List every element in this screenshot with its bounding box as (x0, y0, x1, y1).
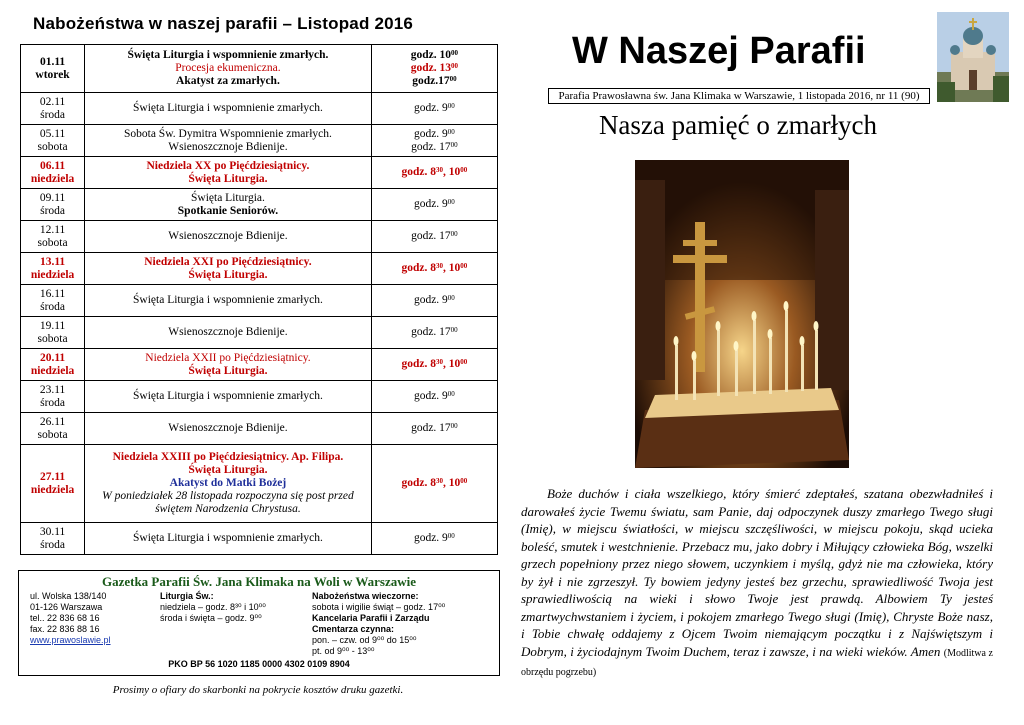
date-value: 12.11 (39, 223, 66, 236)
service-line: Święta Liturgia. (188, 268, 268, 281)
date-value: 01.11 (39, 55, 66, 68)
date-value: 26.11 (39, 415, 66, 428)
time-text: godz. 17 (411, 140, 451, 153)
schedule-row (21, 125, 498, 157)
phone-line: tel.. 22 836 68 16 (30, 613, 100, 623)
time-minutes: 00 (447, 127, 455, 136)
schedule-date (21, 413, 85, 445)
prayer-body: Boże duchów i ciała wszelkiego, który śmierć zdeptałeś, szatana obezwładniłeś i darowałeś życie Twemu światu, sam Panie, daj odpoczynek duszy zmarłego Twego sługi (Imię), w miejscu światłości, w miejscu szczęśliwości, w miejscu pokoju, skąd ucieka boleść, smutek i westchnienie. Przebacz mu, jako dobry i Miłujący człowieka Bóg, wszelki grzech popełniony przez niego słowem, uczynkiem i myślą, gdyż nie ma człowieka, który by żył i nie zgrzeszył. Ty bowiem jedyny jesteś bez grzechu, sprawiedliwość Twoja jest sprawiedliwością na wieki i słowo Twoje jest prawdą. Albowiem Ty jesteś zmartwychwstaniem i życiem, i pokojem zmarłego Twego sługi (Imię), Chryste Boże nasz, i Tobie chwałę oddajemy z Ojcem Twoim niemającym początku i z Najświętszym i Dobrym, i życiodajnym Twoim Duchem, teraz i zawsze, i na wieki wieków. Amen (521, 486, 993, 659)
time-line (375, 294, 494, 307)
time-minutes: 00 (447, 198, 455, 206)
schedule-date (21, 221, 85, 253)
schedule-date (21, 285, 85, 317)
date-value: 19.11 (39, 319, 66, 332)
schedule-time (371, 93, 497, 125)
service-line: Wsienoszcznoje Bdienije. (168, 140, 288, 153)
day-name: niedziela (30, 364, 75, 377)
time-text: godz. 8 (401, 477, 436, 489)
schedule-row (21, 189, 498, 221)
schedule-date (21, 45, 85, 93)
time-minutes: 30 (436, 166, 443, 174)
schedule-date (21, 381, 85, 413)
gazette-address (30, 591, 160, 657)
schedule-row (21, 317, 498, 349)
article-title: Nasza pamięć o zmarłych (598, 110, 878, 140)
schedule-time (371, 45, 497, 93)
time-text: , 10 (443, 262, 461, 274)
schedule-date (21, 317, 85, 349)
gazette-info-line: Cmentarza czynna: (312, 624, 395, 634)
time-minutes: 00 (450, 140, 458, 149)
gazette-info-line: pon. – czw. od 9⁰⁰ do 15⁰⁰ (312, 635, 417, 645)
gazette-liturgy (160, 591, 312, 657)
time-minutes: 00 (460, 358, 468, 366)
time-text: godz. 8 (401, 262, 436, 274)
service-line: Święta Liturgia i wspomnienie zmarłych. (133, 102, 323, 114)
time-minutes: 00 (450, 230, 458, 238)
liturgy-line: środa i święta – godz. 9⁰⁰ (160, 613, 262, 623)
time-minutes: 00 (460, 166, 468, 174)
service-line: świętem Narodzenia Chrystusa. (155, 503, 301, 515)
schedule-date (21, 445, 85, 523)
time-minutes: 30 (436, 477, 443, 485)
schedule-time (371, 125, 497, 157)
bank-account: PKO BP 56 1020 1185 0000 4302 0109 8904 (168, 659, 350, 669)
service-line: Święta Liturgia. (188, 172, 268, 185)
time-line (375, 422, 494, 435)
service-line: Święta Liturgia. (188, 364, 268, 377)
service-line: Święta Liturgia i wspomnienie zmarłych. (133, 390, 323, 402)
schedule-time (371, 221, 497, 253)
time-text: godz. 9 (413, 390, 448, 402)
schedule-service (85, 381, 372, 413)
schedule-date (21, 189, 85, 221)
church-photo (937, 12, 1009, 102)
schedule-service (85, 317, 372, 349)
address-line: 01-126 Warszawa (30, 602, 103, 612)
service-line: Akatyst za zmarłych. (176, 75, 280, 87)
date-value: 16.11 (39, 287, 66, 300)
schedule-time (371, 253, 497, 285)
day-name: niedziela (30, 483, 75, 496)
time-line (375, 230, 494, 243)
time-text: godz. 9 (413, 102, 448, 114)
schedule-service (85, 349, 372, 381)
time-text: godz. 8 (401, 358, 436, 370)
time-minutes: 00 (451, 62, 458, 70)
gazette-box (18, 570, 500, 676)
schedule-time (371, 157, 497, 189)
day-name: środa (40, 538, 66, 551)
service-line: Sobota Św. Dymitra Wspomnienie zmarłych. (123, 127, 332, 140)
service-line: Niedziela XX po Pięćdziesiątnicy. (146, 159, 310, 172)
time-line (375, 532, 494, 545)
schedule-service (85, 125, 372, 157)
date-value: 02.11 (39, 95, 66, 108)
day-name: środa (40, 396, 66, 409)
time-line (375, 141, 494, 154)
time-text: godz. 9 (413, 127, 448, 140)
schedule-service (85, 157, 372, 189)
schedule-service (85, 523, 372, 555)
schedule-row (21, 285, 498, 317)
candles-photo (635, 160, 849, 468)
time-text: godz. 17 (411, 422, 451, 434)
service-line: Wsienoszcznoje Bdienije. (168, 326, 288, 338)
date-value: 06.11 (39, 159, 66, 172)
schedule-service (85, 285, 372, 317)
schedule-title: Nabożeństwa w naszej parafii – Listopad 2016 (33, 14, 414, 33)
schedule-row (21, 253, 498, 285)
service-line: Święta Liturgia. (191, 191, 265, 204)
time-minutes: 00 (447, 294, 455, 302)
time-line (375, 166, 494, 179)
day-name: sobota (37, 332, 68, 345)
schedule-time (371, 317, 497, 349)
time-text: godz. 17 (411, 230, 451, 242)
service-line: Spotkanie Seniorów. (177, 204, 279, 217)
fax-line: fax. 22 836 88 16 (30, 624, 100, 634)
time-text: , 10 (443, 477, 461, 489)
prayer-source: (Modlitwa z obrzędu pogrzebu) (521, 647, 993, 678)
newsletter-title: W Naszej Parafii (572, 30, 866, 72)
schedule-date (21, 93, 85, 125)
date-value: 30.11 (39, 525, 66, 538)
schedule-service (85, 93, 372, 125)
schedule-time (371, 349, 497, 381)
time-line (375, 262, 494, 275)
time-minutes: 00 (447, 532, 455, 540)
schedule-date (21, 349, 85, 381)
date-value: 09.11 (39, 191, 66, 204)
time-line (375, 326, 494, 339)
time-line (375, 75, 494, 88)
gazette-evening (312, 591, 482, 657)
time-minutes: 00 (447, 102, 455, 110)
time-text: godz. 9 (413, 294, 448, 306)
day-name: wtorek (35, 68, 70, 81)
time-line (375, 477, 494, 490)
time-minutes: 00 (450, 422, 458, 430)
schedule-time (371, 381, 497, 413)
service-line: Akatyst do Matki Bożej (169, 477, 287, 489)
day-name: sobota (37, 140, 68, 153)
liturgy-heading: Liturgia Św.: (160, 591, 214, 601)
time-minutes: 00 (449, 75, 457, 83)
service-line: Niedziela XXII po Pięćdziesiątnicy. (145, 351, 311, 364)
schedule-row (21, 523, 498, 555)
time-text: godz. 8 (401, 166, 436, 178)
day-name: niedziela (30, 268, 75, 281)
service-line: Wsienoszcznoje Bdienije. (168, 422, 288, 434)
schedule-row (21, 349, 498, 381)
schedule-service (85, 445, 372, 523)
time-text: godz. 10 (410, 49, 451, 61)
schedule-date (21, 125, 85, 157)
schedule-row (21, 413, 498, 445)
day-name: sobota (37, 428, 68, 441)
issue-line: Parafia Prawosławna św. Jana Klimaka w Warszawie, 1 listopada 2016, nr 11 (90) (548, 88, 930, 104)
time-minutes: 00 (447, 390, 455, 398)
time-text: godz.17 (412, 75, 450, 87)
schedule-time (371, 523, 497, 555)
schedule-row (21, 45, 498, 93)
schedule-time (371, 445, 497, 523)
gazette-info-line: Kancelaria Parafii i Zarządu (312, 613, 430, 623)
day-name: środa (40, 300, 66, 313)
schedule-service (85, 45, 372, 93)
gazette-title: Gazetka Parafii Św. Jana Klimaka na Woli w Warszawie (101, 574, 417, 589)
schedule-row (21, 221, 498, 253)
schedule-service (85, 221, 372, 253)
date-value: 05.11 (39, 127, 66, 140)
service-line: Niedziela XXIII po Pięćdziesiątnicy. Ap. Filipa. (112, 451, 344, 463)
schedule-date (21, 157, 85, 189)
service-line: Święta Liturgia i wspomnienie zmarłych. (133, 294, 323, 306)
schedule-service (85, 189, 372, 221)
service-line: Święta Liturgia. (188, 464, 268, 476)
time-line (375, 49, 494, 62)
time-line (375, 198, 494, 211)
service-line: Święta Liturgia i wspomnienie zmarłych. (133, 532, 323, 544)
website-link[interactable]: www.prawoslawie.pl (30, 635, 111, 645)
gazette-info-line: sobota i wigilie świąt – godz. 17⁰⁰ (312, 602, 446, 612)
time-text: godz. 17 (411, 326, 451, 338)
time-text: godz. 9 (413, 198, 448, 210)
date-value: 23.11 (39, 383, 66, 396)
schedule-time (371, 189, 497, 221)
schedule-row (21, 157, 498, 189)
time-text: , 10 (443, 166, 461, 178)
schedule-service (85, 253, 372, 285)
schedule-date (21, 253, 85, 285)
time-minutes: 00 (460, 262, 468, 270)
schedule-time (371, 413, 497, 445)
gazette-info-line: Nabożeństwa wieczorne: (312, 591, 419, 601)
time-minutes: 30 (436, 262, 443, 270)
service-line: Wsienoszcznoje Bdienije. (168, 230, 288, 242)
time-line (375, 62, 494, 75)
time-minutes: 30 (436, 358, 443, 366)
date-value: 13.11 (39, 255, 66, 268)
service-line: Niedziela XXI po Pięćdziesiątnicy. (144, 255, 312, 268)
schedule-body (21, 45, 498, 555)
service-line: W poniedziałek 28 listopada rozpoczyna się post przed (102, 490, 354, 502)
time-text: godz. 9 (413, 532, 448, 544)
schedule-date (21, 523, 85, 555)
day-name: niedziela (30, 172, 75, 185)
donation-note: Prosimy o ofiary do skarbonki na pokrycie kosztów druku gazetki. (112, 684, 404, 696)
day-name: środa (40, 108, 66, 121)
schedule-table (20, 44, 498, 555)
time-line (375, 390, 494, 403)
schedule-row (21, 381, 498, 413)
time-line (375, 128, 494, 141)
day-name: sobota (37, 236, 68, 249)
service-line: Święta Liturgia i wspomnienie zmarłych. (127, 49, 329, 61)
liturgy-line: niedziela – godz. 8³⁰ i 10⁰⁰ (160, 602, 266, 612)
time-minutes: 00 (460, 477, 468, 485)
time-text: , 10 (443, 358, 461, 370)
gazette-info-line: pt. od 9⁰⁰ - 13⁰⁰ (312, 646, 375, 656)
schedule-time (371, 285, 497, 317)
schedule-row (21, 445, 498, 523)
address-line: ul. Wolska 138/140 (30, 591, 107, 601)
schedule-service (85, 413, 372, 445)
time-line (375, 358, 494, 371)
time-line (375, 102, 494, 115)
prayer-text (521, 485, 993, 682)
date-value: 27.11 (39, 470, 66, 483)
time-text: godz. 13 (410, 62, 451, 74)
day-name: środa (40, 204, 66, 217)
schedule-row (21, 93, 498, 125)
time-minutes: 00 (450, 326, 458, 334)
date-value: 20.11 (39, 351, 66, 364)
service-line: Procesja ekumeniczna. (175, 62, 281, 74)
time-minutes: 00 (451, 49, 458, 57)
